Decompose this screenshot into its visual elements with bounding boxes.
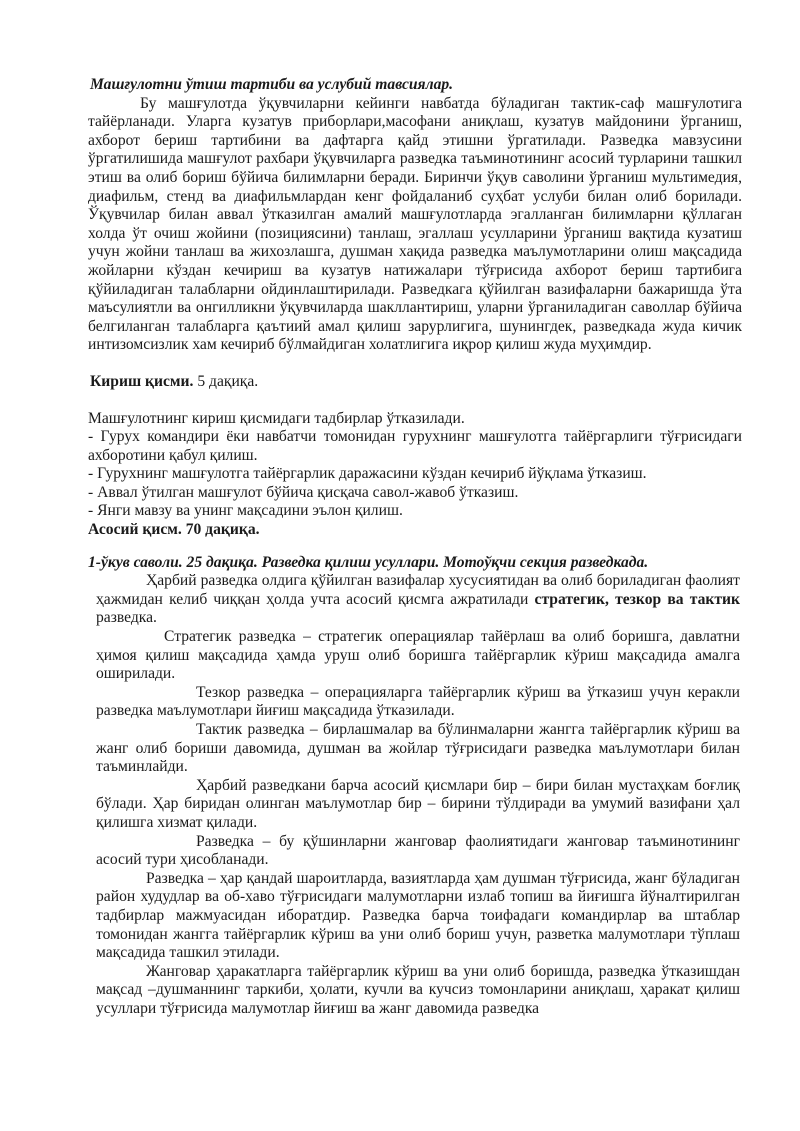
paragraph-methodology: Бу машғулотда ўқувчиларни кейинги навбатда бўладиган тактик-саф машғулотига тайёрланади. Уларга кузатув приборлари,масофани аниқлаш, кузатув майдонини ўрганиш, ахборот бериш тартибини ва дафтарга қайд этишни ўргатилади. Разведка мавзусини ўргатилишида машғулот рахбари ўқувчиларга разведка таъминотининг асосий турларини ташкил этиш ва олиб бориш бўйича билимларни беради. Биринчи ўқув саволини ўрганиш мультимедия, диафильм, стенд ва диафильмлардан кенг фойдаланиб суҳбат услуби билан олиб борилади. Ўқувчилар билан аввал ўтказилган амалий машғулотларда эгалланган билимларни қўллаган холда ўт очиш жойини (позициясини) танлаш, эгаллаш усулларини ўрганиш вақтида кузатиш учун жойни танлаш ва жихозлашга, душман хақида разведка маълумотларини олиш мақсадида жойларни кўздан кечириш ва кузатув натижалари тўғрисида ахборот бериш тартибига қўйиладиган талабларни ойдинлаштирилади. Разведкага қўйилган вазифаларни бажаришда ўта маъсулиятли ва онгилликни ўқувчиларда шакллантириш, уларни ўрганиладиган саволлар бўйича белгиланган талабларга қаътиий амал қилиш зарурлигига, шунингдек, разведкада жуда кичик интизомсизлик хам кечириб бўлмайдиган холатлигига иқрор қилиш жуда муҳимдир. (88, 94, 742, 354)
list-item: - Янги мавзу ва унинг мақсадини эълон қилиш. (88, 502, 403, 520)
paragraph-strategic: Стратегик разведка – стратегик операциялар тайёрлаш ва олиб боришга, давлатни ҳимоя қилиш мақсадида ҳамда уруш олиб боришга тайёргарлик кўриш мақсадида амалга оширилади. (96, 628, 740, 683)
intro-heading (88, 373, 742, 392)
intro-line: Машғулотнинг кириш қисмидаги тадбирлар ўтказилади. (88, 409, 465, 427)
intro-label: Кириш қисми. (90, 372, 194, 390)
list-item: - Аввал ўтилган машғулот бўйича қисқача савол-жавоб ўтказиш. (88, 483, 519, 501)
paragraph-combat: Жанговар ҳаракатларга тайёргарлик кўриш ва уни олиб боришда, разведка ўтказишдан мақсад –душманнинг таркиби, ҳолати, кучли ва кучсиз томонларини аниқлаш, ҳаракат қилиш усуллари тўғрисида малумотлар йиғиш ва жанг давомида разведка (96, 962, 740, 1017)
list-item: - Гурух командири ёки навбатчи томонидан гурухнинг машғулотга тайёргарлиги тўғрисидаги ахборотини қабул қилиш. (88, 428, 742, 464)
paragraph-military-recon (96, 572, 740, 628)
question-heading: 1-ўкув саволи. 25 дақиқа. Разведка қилиш усуллари. Мотоўқчи секция разведкада. (88, 553, 649, 571)
text-run: разведка. (96, 609, 157, 627)
paragraph-operational: Тезкор разведка – операцияларга тайёргарлик кўриш ва ўтказиш учун керакли разведка маълумотлари йиғиш мақсадида ўтказилади. (96, 683, 740, 720)
paragraph-recon-type: Разведка – бу қўшинларни жанговар фаолиятидаги жанговар таъминотининг асосий тури ҳисобланади. (96, 832, 740, 869)
paragraph-tactical: Тактик разведка – бирлашмалар ва бўлинмаларни жангга тайёргарлик кўриш ва жанг олиб бориши давомида, душман ва жойлар тўғрисидаги разведка маълумотлари билан таъминлайди. (96, 721, 740, 776)
spacer (88, 355, 742, 373)
text-run: Ҳарбий разведка олдига қўйилган вазифалар хусусиятидан ва олиб бориладиган фаолият ҳажмидан келиб чиққан ҳолда учта асосий қисмга ажратилади (96, 572, 740, 608)
spacer (88, 540, 742, 554)
paragraph-recon-definition: Разведка – ҳар қандай шароитларда, вазиятларда ҳам душман тўғрисида, жанг бўладиган район худудлар ва об-хаво тўғрисидаги малумотларни излаб топиш ва йиғишга йўналтирилган тадбирлар мажмуасидан иборатдир. Разведка барча тоифадаги командирлар ва штаблар томонидан жангга тайёргарлик кўриш ва уни олиб бориш учун, разветка малумотлари тўплаш мақсадида ташкил этилади. (96, 869, 740, 962)
main-part-heading: Асосий қисм. 70 дақиқа. (88, 521, 260, 539)
list-item: - Гурухнинг машғулотга тайёргарлик даражасини кўздан кечириб йўқлама ўтказиш. (88, 465, 647, 483)
paragraph-military-parts: Ҳарбий разведкани барча асосий қисмлари бир – бири билан мустаҳкам боғлиқ бўлади. Ҳар биридан олинган маълумотлар бир – бирини тўлдиради ва умумий вазифани ҳал қилишга хизмат қилади. (96, 776, 740, 831)
section-heading-methodology: Машғулотни ўтиш тартиби ва услубий тавсиялар. (90, 76, 454, 93)
question-body (88, 572, 740, 1018)
spacer (88, 392, 742, 410)
bold-run: стратегик, тезкор ва тактик (534, 590, 741, 608)
intro-time: 5 дақиқа. (193, 372, 259, 390)
